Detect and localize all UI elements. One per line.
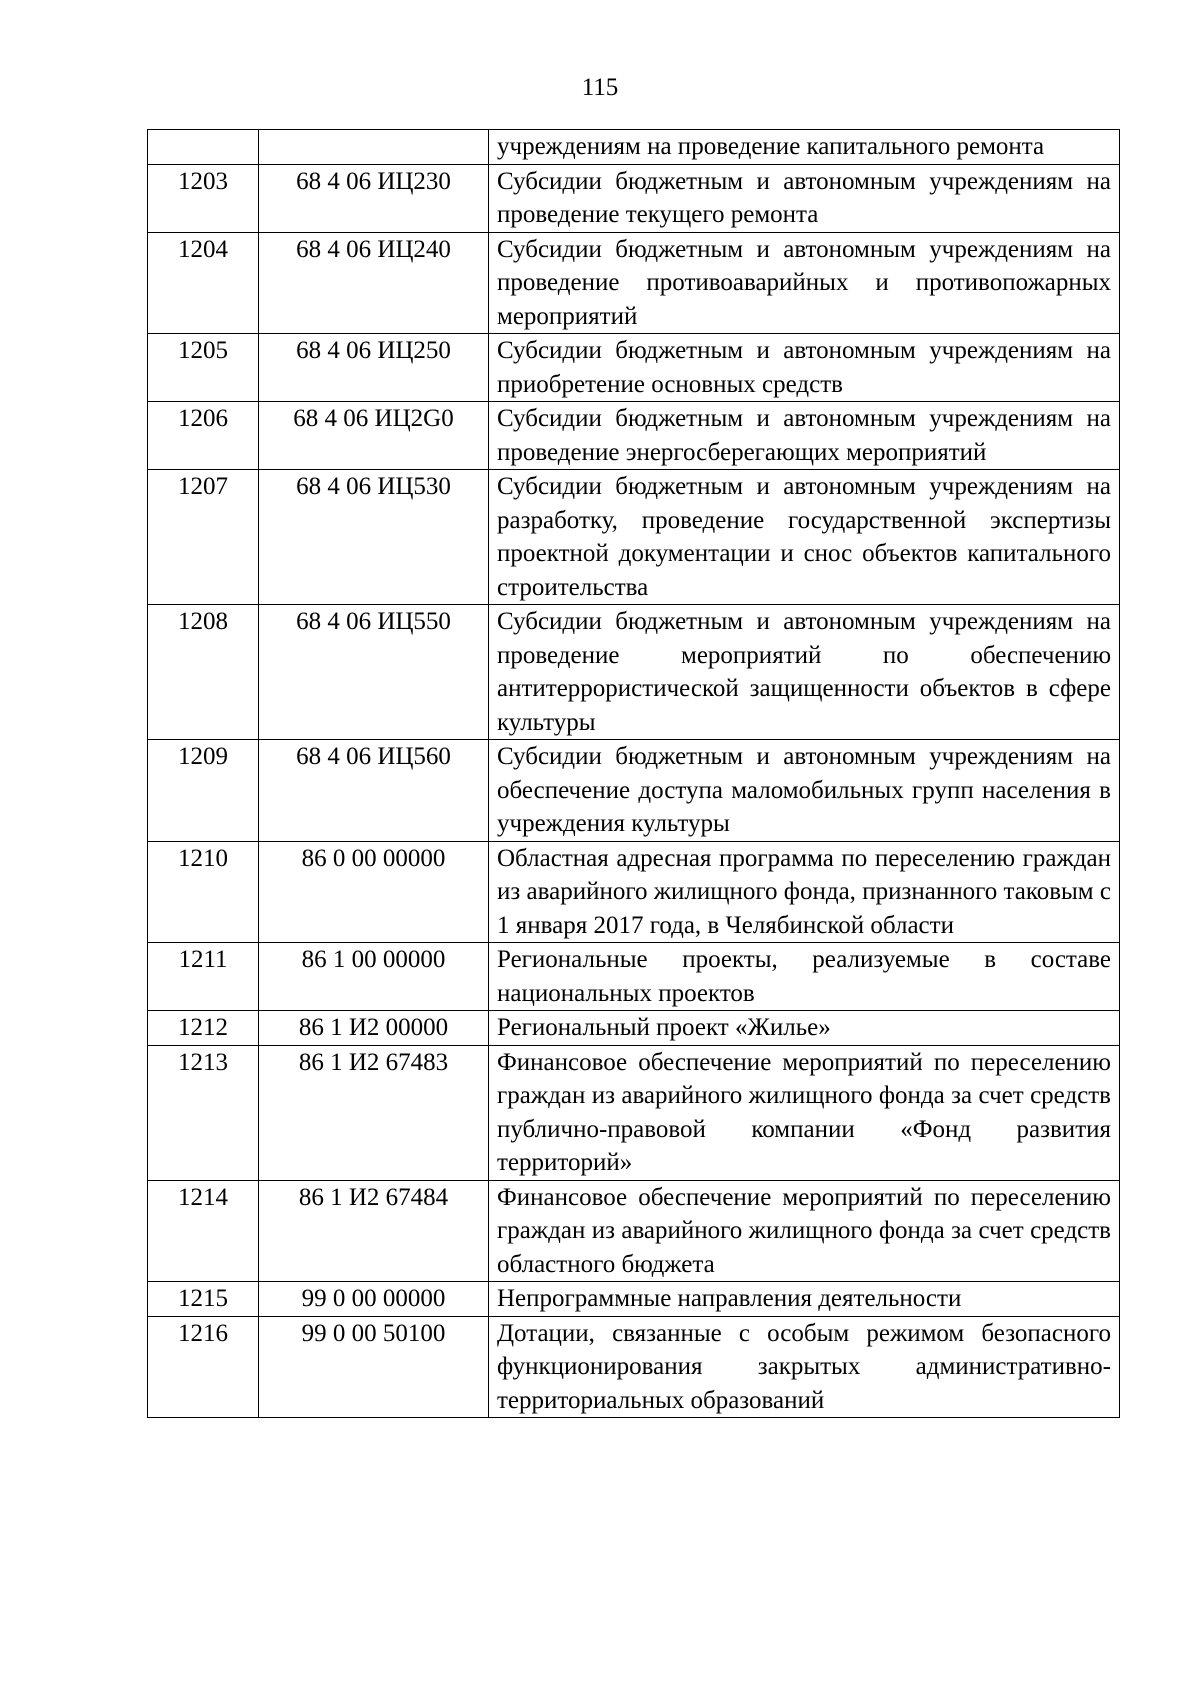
description-cell: Субсидии бюджетным и автономным учреждениям на приобретение основных средств	[489, 334, 1120, 402]
description-cell: Субсидии бюджетным и автономным учреждениям на проведение текущего ремонта	[489, 164, 1120, 232]
classification-code-cell: 68 4 06 ИЦ550	[259, 605, 489, 740]
table-row	[148, 470, 1120, 605]
classification-code-cell: 86 1 И2 67483	[259, 1045, 489, 1180]
description-cell: Финансовое обеспечение мероприятий по переселению граждан из аварийного жилищного фонда за счет средств публично-правовой компании «Фонд развития территорий»	[489, 1045, 1120, 1180]
classification-code-cell: 68 4 06 ИЦ530	[259, 470, 489, 605]
table-row	[148, 130, 1120, 165]
row-number-cell: 1208	[148, 605, 259, 740]
table-row	[148, 402, 1120, 470]
table-row	[148, 1011, 1120, 1046]
table-row	[148, 740, 1120, 842]
description-cell: Непрограммные направления деятельности	[489, 1282, 1120, 1317]
classification-code-cell: 68 4 06 ИЦ250	[259, 334, 489, 402]
classification-code-cell: 99 0 00 50100	[259, 1316, 489, 1418]
row-number-cell: 1206	[148, 402, 259, 470]
table-row	[148, 841, 1120, 943]
row-number-cell: 1203	[148, 164, 259, 232]
row-number-cell: 1205	[148, 334, 259, 402]
row-number-cell: 1210	[148, 841, 259, 943]
description-cell: Субсидии бюджетным и автономным учреждениям на обеспечение доступа маломобильных групп населения в учреждения культуры	[489, 740, 1120, 842]
row-number-cell	[148, 130, 259, 165]
classification-code-cell: 68 4 06 ИЦ240	[259, 232, 489, 334]
table-row	[148, 164, 1120, 232]
description-cell: Субсидии бюджетным и автономным учреждениям на разработку, проведение государственной экспертизы проектной документации и снос объектов капитального строительства	[489, 470, 1120, 605]
description-cell: Региональные проекты, реализуемые в составе национальных проектов	[489, 943, 1120, 1011]
page-number: 115	[581, 74, 619, 101]
row-number-cell: 1215	[148, 1282, 259, 1317]
classification-code-cell: 68 4 06 ИЦ560	[259, 740, 489, 842]
row-number-cell: 1213	[148, 1045, 259, 1180]
table-row	[148, 1282, 1120, 1317]
table-row	[148, 334, 1120, 402]
description-cell: Областная адресная программа по переселению граждан из аварийного жилищного фонда, признанного таковым с 1 января 2017 года, в Челябинской области	[489, 841, 1120, 943]
description-cell: учреждениям на проведение капитального ремонта	[489, 130, 1120, 165]
budget-classification-table	[147, 129, 1120, 1418]
row-number-cell: 1209	[148, 740, 259, 842]
description-cell: Субсидии бюджетным и автономным учреждениям на проведение мероприятий по обеспечению антитеррористической защищенности объектов в сфере культуры	[489, 605, 1120, 740]
row-number-cell: 1212	[148, 1011, 259, 1046]
description-cell: Субсидии бюджетным и автономным учреждениям на проведение энергосберегающих мероприятий	[489, 402, 1120, 470]
classification-code-cell: 86 0 00 00000	[259, 841, 489, 943]
table-row	[148, 232, 1120, 334]
table-row	[148, 1045, 1120, 1180]
classification-code-cell: 86 1 И2 67484	[259, 1180, 489, 1282]
row-number-cell: 1216	[148, 1316, 259, 1418]
table-row	[148, 1180, 1120, 1282]
row-number-cell: 1207	[148, 470, 259, 605]
description-cell: Региональный проект «Жилье»	[489, 1011, 1120, 1046]
table-row	[148, 943, 1120, 1011]
table-row	[148, 605, 1120, 740]
description-cell: Дотации, связанные с особым режимом безопасного функционирования закрытых административно-территориальных образований	[489, 1316, 1120, 1418]
classification-code-cell	[259, 130, 489, 165]
classification-code-cell: 68 4 06 ИЦ2G0	[259, 402, 489, 470]
row-number-cell: 1214	[148, 1180, 259, 1282]
row-number-cell: 1211	[148, 943, 259, 1011]
table-body	[148, 130, 1120, 1418]
description-cell: Финансовое обеспечение мероприятий по переселению граждан из аварийного жилищного фонда за счет средств областного бюджета	[489, 1180, 1120, 1282]
classification-code-cell: 86 1 И2 00000	[259, 1011, 489, 1046]
classification-code-cell: 68 4 06 ИЦ230	[259, 164, 489, 232]
classification-code-cell: 86 1 00 00000	[259, 943, 489, 1011]
row-number-cell: 1204	[148, 232, 259, 334]
classification-code-cell: 99 0 00 00000	[259, 1282, 489, 1317]
table-row	[148, 1316, 1120, 1418]
description-cell: Субсидии бюджетным и автономным учреждениям на проведение противоаварийных и противопожарных мероприятий	[489, 232, 1120, 334]
